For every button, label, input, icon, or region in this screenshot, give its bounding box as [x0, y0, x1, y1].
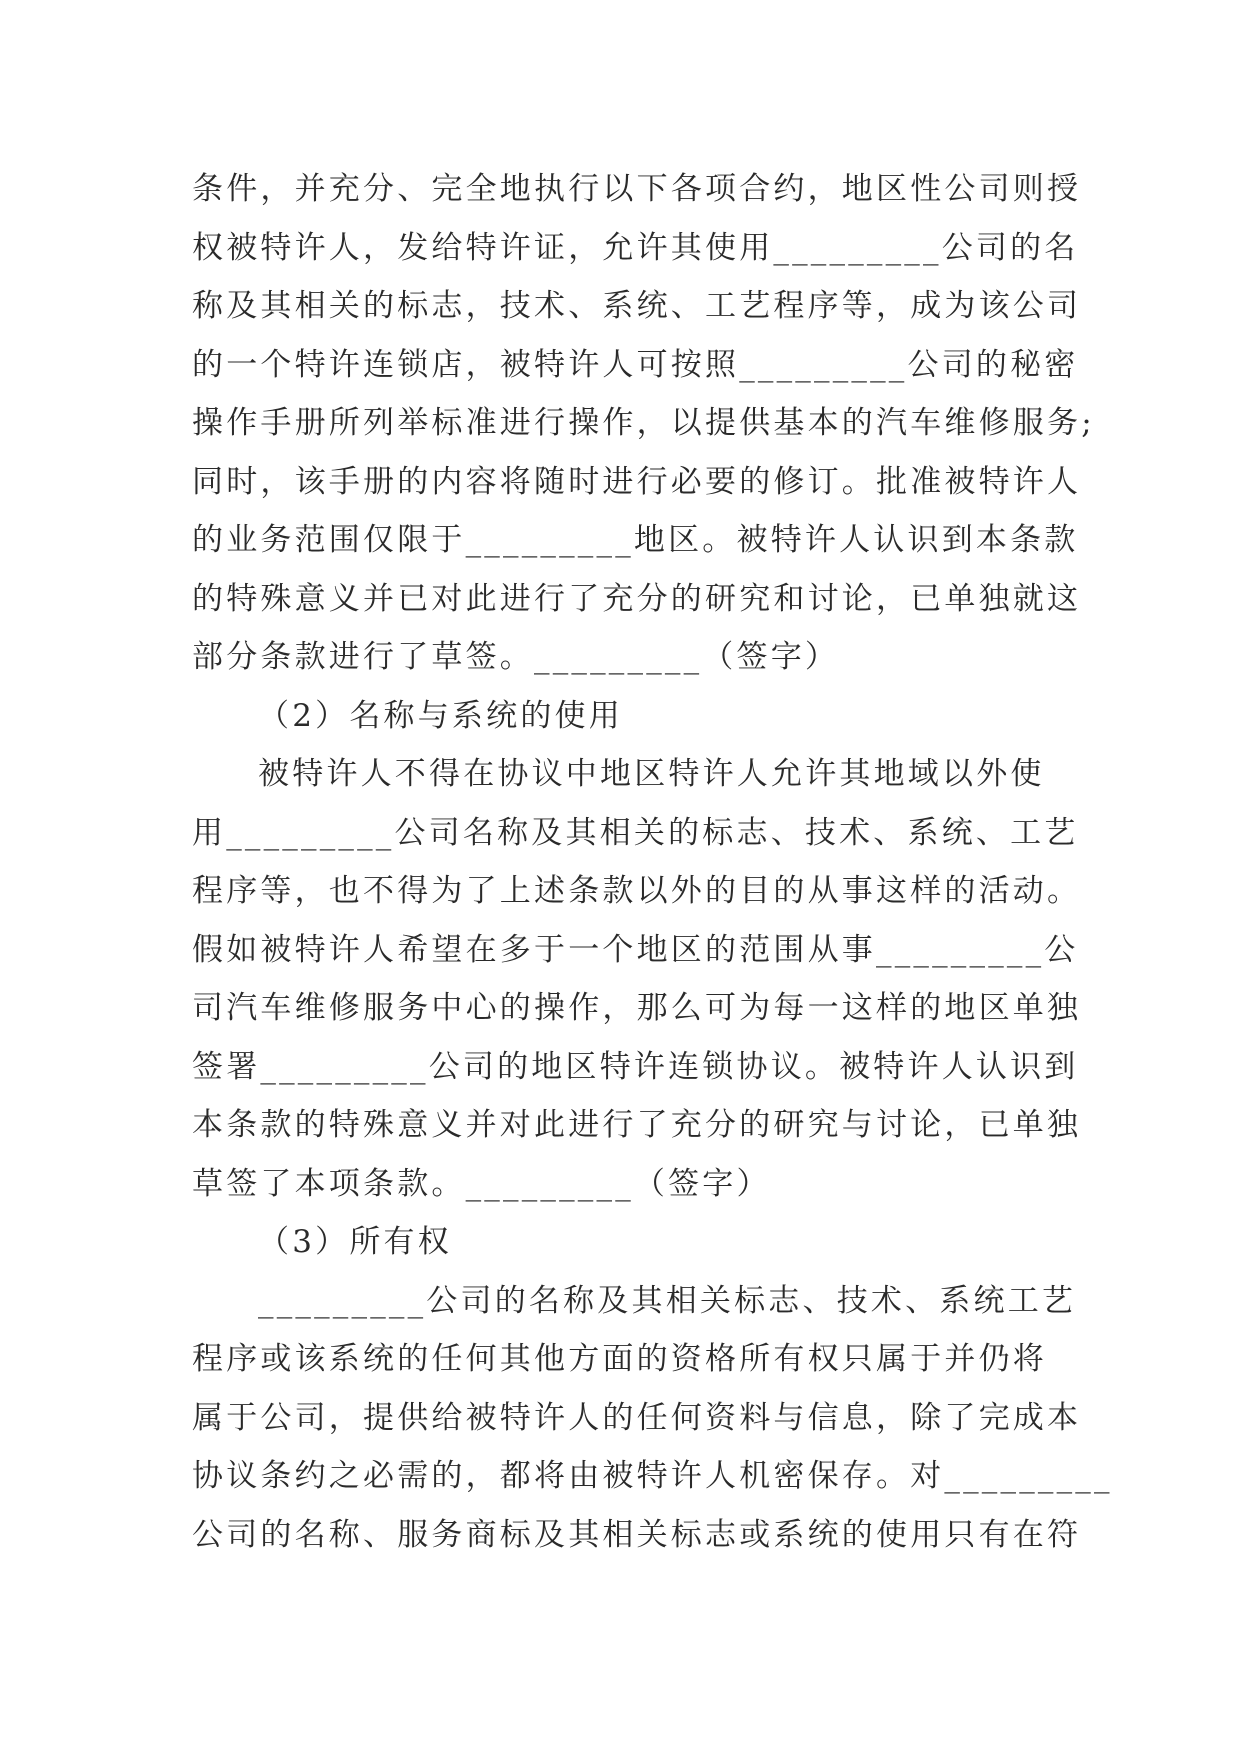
text-line: 权被特许人，发给特许证，允许其使用_________公司的名	[192, 229, 1079, 266]
text-line: 条件，并充分、完全地执行以下各项合约，地区性公司则授	[192, 171, 1082, 207]
text-line: （2）名称与系统的使用	[258, 697, 623, 734]
text-line: 同时，该手册的内容将随时进行必要的修订。批准被特许人	[192, 463, 1082, 500]
document-body	[192, 160, 1113, 1564]
text-line: 司汽车维修服务中心的操作，那么可为每一这样的地区单独	[192, 990, 1082, 1026]
text-line: 的一个特许连锁店，被特许人可按照_________公司的秘密	[192, 346, 1079, 383]
text-line: 用_________公司名称及其相关的标志、技术、系统、工艺	[192, 814, 1079, 851]
text-line: _________公司的名称及其相关标志、技术、系统工艺	[258, 1282, 1077, 1319]
text-line: 假如被特许人希望在多于一个地区的范围从事_________公	[192, 931, 1079, 968]
text-line: 称及其相关的标志，技术、系统、工艺程序等，成为该公司	[192, 288, 1082, 324]
text-line: 公司的名称、服务商标及其相关标志或系统的使用只有在符	[192, 1516, 1082, 1553]
text-line: 被特许人不得在协议中地区特许人允许其地域以外使	[258, 756, 1045, 792]
text-line: （3）所有权	[258, 1224, 452, 1260]
text-line: 的特殊意义并已对此进行了充分的研究和讨论，已单独就这	[192, 580, 1082, 617]
text-line: 程序等，也不得为了上述条款以外的目的从事这样的活动。	[192, 873, 1082, 909]
text-line: 本条款的特殊意义并对此进行了充分的研究与讨论，已单独	[192, 1107, 1082, 1143]
text-line: 草签了本项条款。_________（签字）	[192, 1165, 771, 1202]
text-line: 程序或该系统的任何其他方面的资格所有权只属于并仍将	[192, 1341, 1047, 1377]
text-line: 属于公司，提供给被特许人的任何资料与信息，除了完成本	[192, 1399, 1082, 1436]
text-line: 操作手册所列举标准进行操作，以提供基本的汽车维修服务;	[192, 405, 1095, 441]
text-line: 签署_________公司的地区特许连锁协议。被特许人认识到	[192, 1048, 1079, 1085]
text-line: 的业务范围仅限于_________地区。被特许人认识到本条款	[192, 522, 1079, 558]
text-line: 协议条约之必需的，都将由被特许人机密保存。对_________	[192, 1458, 1113, 1494]
text-line: 部分条款进行了草签。_________（签字）	[192, 639, 840, 675]
